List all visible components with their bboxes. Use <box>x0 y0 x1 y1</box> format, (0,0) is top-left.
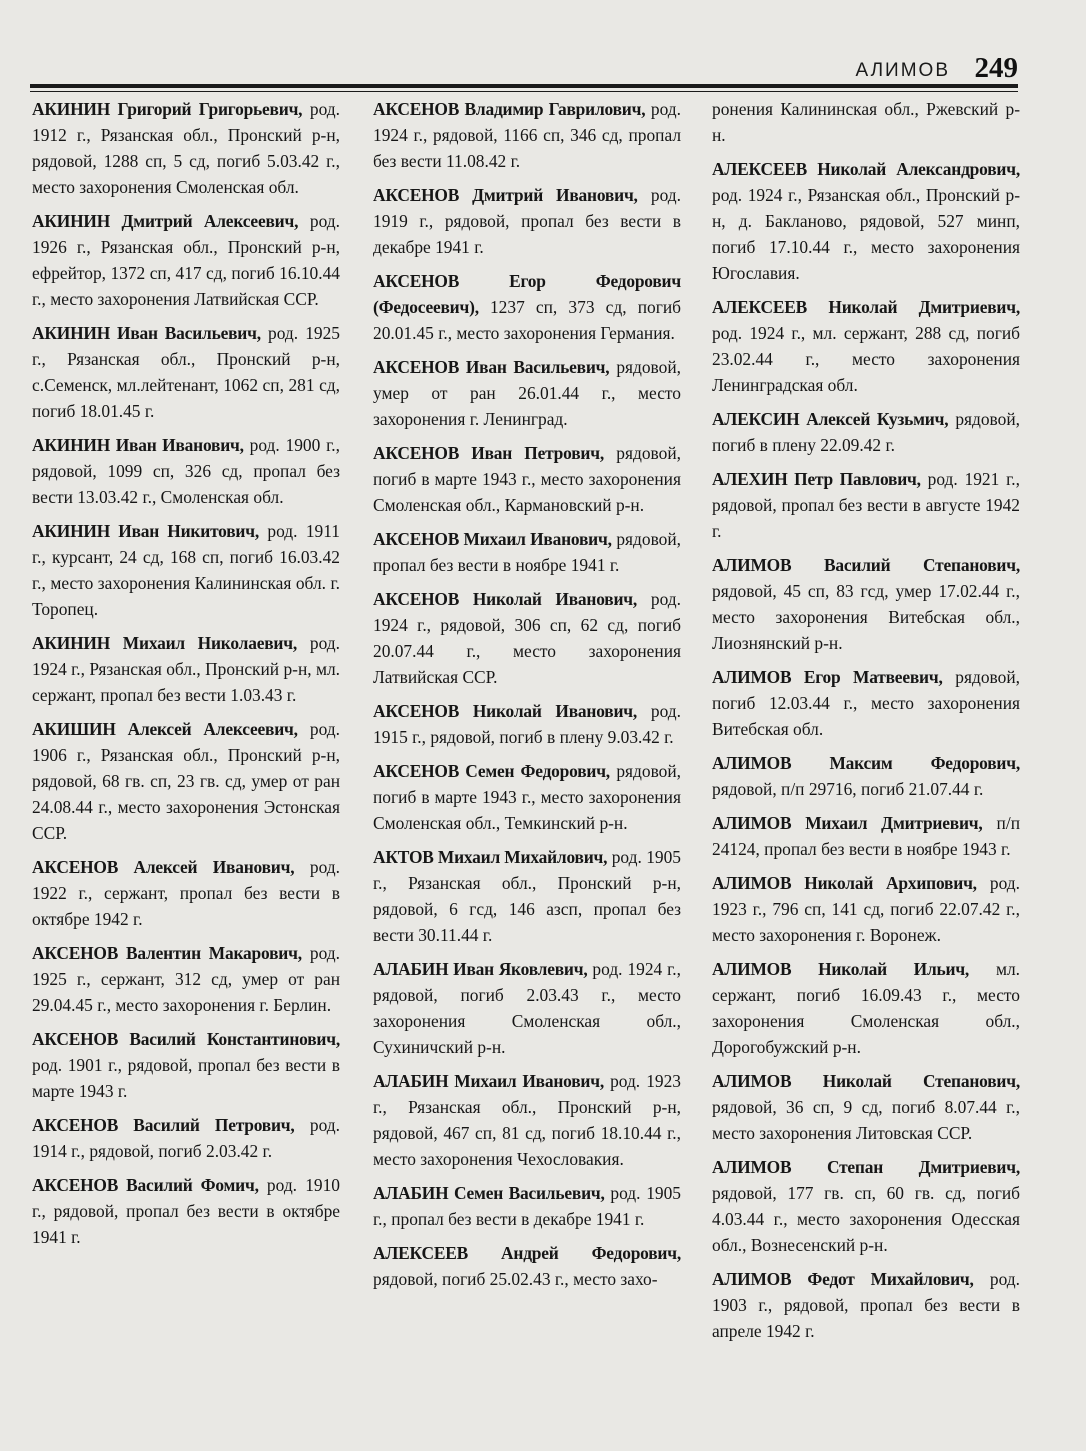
record-details: род. 1924 г., рядовой, погиб 2.03.43 г., место захоронения Смоленская обл., Сухиничский р-н. <box>373 959 681 1057</box>
record-entry <box>712 810 1020 862</box>
record-details: рядовой, погиб 12.03.44 г., место захоронения Витебская обл. <box>712 667 1020 739</box>
record-details: род. 1901 г., рядовой, пропал без вести в марте 1943 г. <box>32 1055 340 1101</box>
record-entry <box>32 432 340 510</box>
text-column-2 <box>373 96 681 1300</box>
record-entry <box>373 440 681 518</box>
page-number: 249 <box>974 52 1018 84</box>
person-name: АЛЕКСЕЕВ Андрей Федорович, <box>373 1243 681 1263</box>
person-name: АЛИМОВ Николай Степанович, <box>712 1071 1020 1091</box>
record-entry <box>32 1026 340 1104</box>
person-name: АЛАБИН Иван Яковлевич, <box>373 959 588 979</box>
person-name: АЛАБИН Семен Васильевич, <box>373 1183 605 1203</box>
person-name: АКИНИН Дмитрий Алексеевич, <box>32 211 299 231</box>
record-details: род. 1922 г., сержант, пропал без вести в октябре 1942 г. <box>32 857 340 929</box>
record-details: род. 1900 г., рядовой, 1099 сп, 326 сд, пропал без вести 13.03.42 г., Смоленская обл. <box>32 435 340 507</box>
record-entry <box>712 664 1020 742</box>
record-entry <box>373 354 681 432</box>
record-entry <box>373 1180 681 1232</box>
person-name: АКСЕНОВ Валентин Макарович, <box>32 943 302 963</box>
person-name: АКСЕНОВ Иван Васильевич, <box>373 357 610 377</box>
record-entry <box>32 940 340 1018</box>
running-head: АЛИМОВ <box>855 60 950 81</box>
record-details: род. 1906 г., Рязанская обл., Пронский р-н, рядовой, 68 гв. сп, 23 гв. сд, умер от ран 24.08.44 г., место захоронения Эстонская ССР. <box>32 719 340 843</box>
person-name: АКСЕНОВ Василий Фомич, <box>32 1175 259 1195</box>
page-header <box>30 52 1018 86</box>
record-entry <box>373 526 681 578</box>
record-entry <box>712 750 1020 802</box>
record-details: род. 1925 г., сержант, 312 сд, умер от ран 29.04.45 г., место захоронения г. Берлин. <box>32 943 341 1015</box>
record-details: род. 1925 г., Рязанская обл., Пронский р-н, с.Семенск, мл.лейтенант, 1062 сп, 281 сд, погиб 18.01.45 г. <box>32 323 340 421</box>
person-name: АКСЕНОВ Николай Иванович, <box>373 701 638 721</box>
record-entry <box>32 518 340 622</box>
person-name: АЛИМОВ Николай Архипович, <box>712 873 977 893</box>
person-name: АЛИМОВ Василий Степанович, <box>712 555 1020 575</box>
record-entry <box>32 1112 340 1164</box>
person-name: АЛЕХИН Петр Павлович, <box>712 469 921 489</box>
record-details: род. 1903 г., рядовой, пропал без вести в апреле 1942 г. <box>712 1269 1021 1341</box>
record-details: род. 1924 г., Рязанская обл., Пронский р-н, д. Бакланово, рядовой, 527 минп, погиб 17.10.44 г., место захоронения Югославия. <box>712 185 1020 283</box>
person-name: АЛИМОВ Егор Матвеевич, <box>712 667 943 687</box>
record-entry <box>32 716 340 846</box>
person-name: АКСЕНОВ Василий Константинович, <box>32 1029 340 1049</box>
person-name: АКИНИН Иван Васильевич, <box>32 323 261 343</box>
record-details: род. 1924 г., рядовой, 306 сп, 62 сд, погиб 20.07.44 г., место захоронения Латвийская ССР. <box>373 589 682 687</box>
record-details: род. 1911 г., курсант, 24 сд, 168 сп, погиб 16.03.42 г., место захоронения Калининская обл. г. Торопец. <box>32 521 341 619</box>
header-rule-thin <box>30 91 1018 92</box>
record-entry <box>712 1266 1020 1344</box>
record-entry <box>32 320 340 424</box>
record-details: род. 1905 г., пропал без вести в декабре 1941 г. <box>373 1183 681 1229</box>
record-entry <box>32 1172 340 1250</box>
person-name: АЛИМОВ Михаил Дмитриевич, <box>712 813 983 833</box>
person-name: АЛИМОВ Федот Михайлович, <box>712 1269 974 1289</box>
person-name: АЛИМОВ Максим Федорович, <box>712 753 1020 773</box>
person-name: АЛАБИН Михаил Иванович, <box>373 1071 604 1091</box>
record-details: род. 1915 г., рядовой, погиб в плену 9.03.42 г. <box>373 701 682 747</box>
record-details: рядовой, 45 сп, 83 гсд, умер 17.02.44 г., место захоронения Витебская обл., Лиознянский р-н. <box>712 581 1020 653</box>
record-details: род. 1924 г., Рязанская обл., Пронский р-н, мл. сержант, пропал без вести 1.03.43 г. <box>32 633 341 705</box>
record-details: мл. сержант, погиб 16.09.43 г., место захоронения Смоленская обл., Дорогобужский р-н. <box>712 959 1020 1057</box>
record-entry <box>712 406 1020 458</box>
person-name: АКСЕНОВ Семен Федорович, <box>373 761 610 781</box>
record-details: род. 1910 г., рядовой, пропал без вести в октябре 1941 г. <box>32 1175 340 1247</box>
person-name: АЛЕКСЕЕВ Николай Александрович, <box>712 159 1020 179</box>
person-name: АКСЕНОВ Егор Федорович (Федосеевич), <box>373 271 681 317</box>
person-name: АКИНИН Иван Иванович, <box>32 435 244 455</box>
record-entry <box>712 294 1020 398</box>
record-details: рядовой, пропал без вести в ноябре 1941 г. <box>373 529 682 575</box>
record-details: рядовой, погиб в марте 1943 г., место захоронения Смоленская обл., Темкинский р-н. <box>373 761 682 833</box>
record-entry <box>32 208 340 312</box>
record-entry <box>712 1068 1020 1146</box>
record-details: рядовой, 177 гв. сп, 60 гв. сд, погиб 4.03.44 г., место захоронения Одесская обл., Вознесенский р-н. <box>712 1183 1020 1255</box>
record-entry <box>373 268 681 346</box>
record-entry <box>373 96 681 174</box>
record-entry <box>373 758 681 836</box>
person-name: АКИНИН Григорий Григорьевич, <box>32 99 303 119</box>
person-name: АКИШИН Алексей Алексеевич, <box>32 719 298 739</box>
record-details: рядовой, погиб в марте 1943 г., место захоронения Смоленская обл., Кармановский р-н. <box>373 443 681 515</box>
person-name: АКСЕНОВ Василий Петрович, <box>32 1115 295 1135</box>
person-name: АЛЕКСИН Алексей Кузьмич, <box>712 409 949 429</box>
person-name: АКСЕНОВ Иван Петрович, <box>373 443 604 463</box>
record-details: род. 1923 г., 796 сп, 141 сд, погиб 22.07.42 г., место захоронения г. Воронеж. <box>712 873 1020 945</box>
record-entry <box>712 956 1020 1060</box>
record-details: род. 1912 г., Рязанская обл., Пронский р-н, рядовой, 1288 сп, 5 сд, погиб 5.03.42 г., место захоронения Смоленская обл. <box>32 99 340 197</box>
record-entry <box>373 1240 681 1292</box>
record-details: рядовой, погиб 25.02.43 г., место захо- <box>373 1269 658 1289</box>
record-details: род. 1923 г., Рязанская обл., Пронский р-н, рядовой, 467 сп, 81 сд, погиб 18.10.44 г., место захоронения Чехословакия. <box>373 1071 681 1169</box>
record-details: род. 1914 г., рядовой, погиб 2.03.42 г. <box>32 1115 341 1161</box>
person-name: АКСЕНОВ Алексей Иванович, <box>32 857 295 877</box>
record-entry <box>712 156 1020 286</box>
record-entry <box>373 586 681 690</box>
record-details: род. 1926 г., Рязанская обл., Пронский р-н, ефрейтор, 1372 сп, 417 сд, погиб 16.10.44 г., место захоронения Латвийская ССР. <box>32 211 340 309</box>
header-rule-thick <box>30 84 1018 88</box>
record-details: род. 1921 г., рядовой, пропал без вести в августе 1942 г. <box>712 469 1020 541</box>
record-details: род. 1919 г., рядовой, пропал без вести в декабре 1941 г. <box>373 185 681 257</box>
person-name: АКСЕНОВ Николай Иванович, <box>373 589 638 609</box>
person-name: АКСЕНОВ Дмитрий Иванович, <box>373 185 638 205</box>
text-column-1 <box>32 96 340 1258</box>
record-details: п/п 24124, пропал без вести в ноябре 1943 г. <box>712 813 1021 859</box>
person-name: АКСЕНОВ Михаил Иванович, <box>373 529 612 549</box>
record-entry <box>373 698 681 750</box>
record-details: рядовой, умер от ран 26.01.44 г., место захоронения г. Ленинград. <box>373 357 682 429</box>
record-entry <box>373 956 681 1060</box>
record-details: род. 1924 г., мл. сержант, 288 сд, погиб 23.02.44 г., место захоронения Ленинградская обл. <box>712 323 1020 395</box>
record-entry <box>32 854 340 932</box>
person-name: АЛИМОВ Николай Ильич, <box>712 959 970 979</box>
person-name: АЛЕКСЕЕВ Николай Дмитриевич, <box>712 297 1020 317</box>
record-entry <box>712 1154 1020 1258</box>
record-entry <box>373 844 681 948</box>
person-name: АКИНИН Михаил Николаевич, <box>32 633 298 653</box>
person-name: АКСЕНОВ Владимир Гаврилович, <box>373 99 646 119</box>
record-details: род. 1924 г., рядовой, 1166 сп, 346 сд, пропал без вести 11.08.42 г. <box>373 99 681 171</box>
record-entry <box>32 96 340 200</box>
record-details: 1237 сп, 373 сд, погиб 20.01.45 г., место захоронения Германия. <box>373 297 681 343</box>
record-entry <box>712 466 1020 544</box>
record-details: рядовой, п/п 29716, погиб 21.07.44 г. <box>712 779 984 799</box>
continued-entry-text: ронения Калининская обл., Ржевский р-н. <box>712 99 1020 145</box>
record-details: рядовой, 36 сп, 9 сд, погиб 8.07.44 г., место захоронения Литовская ССР. <box>712 1097 1020 1143</box>
record-details: рядовой, погиб в плену 22.09.42 г. <box>712 409 1021 455</box>
text-column-3 <box>712 96 1020 1352</box>
record-entry <box>373 182 681 260</box>
record-entry <box>712 552 1020 656</box>
record-entry <box>712 870 1020 948</box>
record-entry <box>373 1068 681 1172</box>
record-entry <box>32 630 340 708</box>
record-details: род. 1905 г., Рязанская обл., Пронский р-н, рядовой, 6 гсд, 146 азсп, пропал без вести 30.11.44 г. <box>373 847 682 945</box>
person-name: АЛИМОВ Степан Дмитриевич, <box>712 1157 1020 1177</box>
person-name: АКИНИН Иван Никитович, <box>32 521 260 541</box>
person-name: АКТОВ Михаил Михайлович, <box>373 847 608 867</box>
